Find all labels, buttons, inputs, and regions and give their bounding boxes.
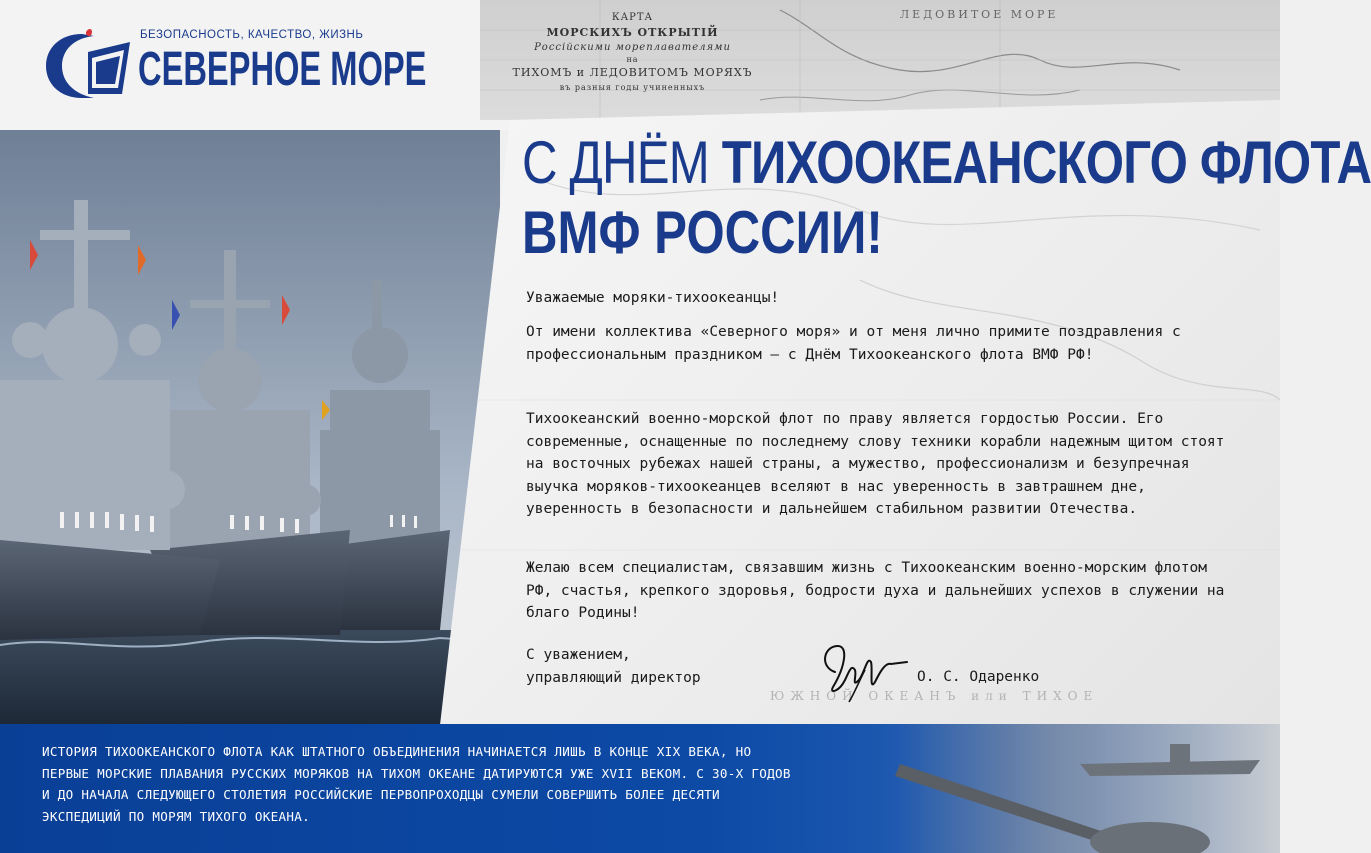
map-title-line: на [626, 55, 639, 64]
closing-line-1: С уважением, [526, 647, 631, 663]
headline-bold: ТИХООКЕАНСКОГО ФЛОТА [721, 129, 1371, 196]
map-title-line: МОРСКИХЪ ОТКРЫТІЙ [546, 26, 719, 39]
map-title-line: Россійскими мореплавателями [534, 42, 731, 53]
map-title-line: КАРТА [611, 12, 654, 23]
signer-name: О. С. Одаренко [917, 669, 1040, 685]
history-text: ИСТОРИЯ ТИХООКЕАНСКОГО ФЛОТА КАК ШТАТНОГО ОБЪЕДИНЕНИЯ НАЧИНАЕТСЯ ЛИШЬ В КОНЦЕ XIX ВЕКА, НО ПЕРВЫЕ МОРСКИЕ ПЛАВАНИЯ РУССКИХ МОРЯКОВ НА ТИХОМ ОКЕАНЕ ДАТИРУЮТСЯ УЖЕ XVII ВЕКОМ. С 30-Х ГОДОВ И ДО НАЧАЛА СЛЕДУЮЩЕГО СТОЛЕТИЯ РОССИЙСКИЕ ПЕРВОПРОХОДЦЫ СУМЕЛИ СОВЕРШИТЬ БОЛЕЕ ДЕСЯТИ ЭКСПЕДИЦИЙ ПО МОРЯМ ТИХОГО ОКЕАНА. [42, 744, 791, 824]
headline-line-1 [522, 130, 1371, 196]
map-ocean-label: ЮЖНОЙ ОКЕАНЪ или ТИХОЕ [770, 689, 1099, 703]
letter-paragraph-1: От имени коллектива «Северного моря» и от меня лично примите поздравления с профессиональным праздником — с Днём Тихоокеанского флота ВМФ РФ! [526, 324, 1181, 363]
letter-greeting: Уважаемые моряки-тихоокеанцы! [526, 290, 780, 306]
closing-line-2: управляющий директор [526, 669, 701, 686]
letter-paragraph-3: Желаю всем специалистам, связавшим жизнь с Тихоокеанским военно-морским флотом РФ, счастья, крепкого здоровья, бодрости духа и дальнейших успехов в служении на благо Родины! [526, 560, 1225, 621]
map-title [510, 10, 755, 105]
headline-light: С ДНЁМ [522, 129, 722, 196]
map-title-line: ТИХОМЪ и ЛЕДОВИТОМЪ МОРЯХЪ [512, 66, 753, 79]
headline-line-2: ВМФ РОССИИ! [522, 199, 883, 266]
map-title-line: въ разныя годы учиненныхъ [559, 83, 706, 92]
brand-logo-icon [42, 28, 134, 102]
map-sea-label: ЛЕДОВИТОЕ МОРЕ [900, 8, 1059, 21]
warships-photo [0, 130, 500, 725]
brand-slogan: БЕЗОПАСНОСТЬ, КАЧЕСТВО, ЖИЗНЬ [140, 29, 364, 41]
signature-icon [815, 632, 910, 707]
brand-name: СЕВЕРНОЕ МОРЕ [138, 43, 427, 96]
letter-paragraph-2: Тихоокеанский военно-морской флот по праву является гордостью России. Его современные, оснащенные по последнему слову техники корабли надежным щитом стоят на восточных рубежах нашей страны, а мужество, профессионализм и безупречная выучка моряков-тихоокеанцев вселяют в нас уверенность в завтрашнем дне, уверенность в безопасности и дальнейшем стабильном развитии Отечества. [526, 411, 1225, 517]
letter-closing [526, 644, 786, 689]
